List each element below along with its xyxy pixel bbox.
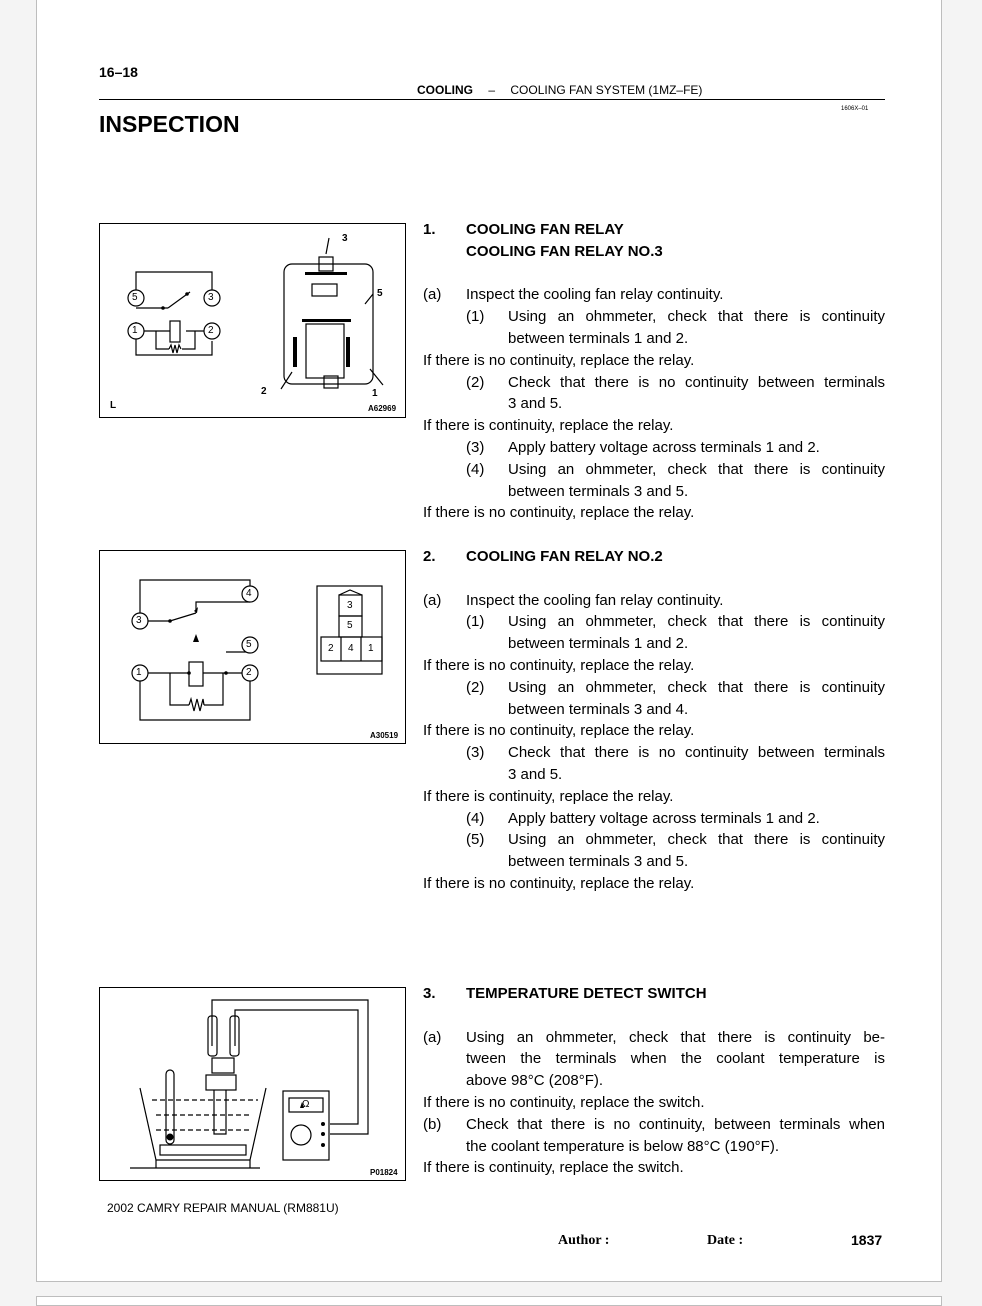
connector-pin-4: 4 — [348, 643, 354, 654]
item-text: Using an ohmmeter, check that there is continuity — [508, 460, 885, 478]
relay-no3-diagram — [100, 224, 407, 419]
pin-5-label: 5 — [377, 288, 383, 299]
item-text: between terminals 1 and 2. — [508, 329, 689, 347]
item-number: (2) — [466, 373, 485, 391]
pin-3-label: 3 — [342, 233, 348, 244]
section-heading: COOLING FAN RELAY — [466, 221, 624, 238]
step-text: Using an ohmmeter, check that there is continuity be- — [466, 1028, 885, 1046]
header-section: COOLING — [417, 83, 473, 97]
item-text: between terminals 3 and 5. — [508, 853, 689, 871]
step-text: tween the terminals when the coolant temperature is — [466, 1050, 885, 1068]
terminal-2-label: 2 — [208, 325, 214, 336]
step-label: (a) — [423, 591, 442, 609]
item-number: (2) — [466, 678, 485, 696]
item-text: Using an ohmmeter, check that there is continuity — [508, 831, 885, 849]
relay-no2-figure — [99, 550, 406, 744]
step-text: Check that there is no continuity, between terminals when — [466, 1115, 885, 1133]
item-text: Using an ohmmeter, check that there is continuity — [508, 613, 885, 631]
item-text: between terminals 3 and 5. — [508, 482, 689, 500]
item-result: If there is no continuity, replace the relay. — [423, 874, 695, 892]
item-text: 3 and 5. — [508, 765, 563, 783]
pin-2-label: 2 — [261, 386, 267, 397]
item-text: Apply battery voltage across terminals 1 and 2. — [508, 809, 820, 827]
item-result: If there is no continuity, replace the relay. — [423, 722, 695, 740]
next-page-edge — [36, 1296, 942, 1306]
relay-no2-diagram — [100, 551, 407, 745]
figure-corner-mark: L — [110, 400, 117, 411]
section-heading: COOLING FAN RELAY NO.2 — [466, 548, 663, 565]
temperature-switch-figure — [99, 987, 406, 1181]
item-number: (4) — [466, 809, 485, 827]
ohm-symbol: Ω — [302, 1099, 310, 1110]
item-number: (1) — [466, 308, 485, 326]
terminal-1-label: 1 — [136, 667, 142, 678]
page-title: INSPECTION — [99, 111, 240, 137]
connector-pin-1: 1 — [368, 643, 374, 654]
section-heading: TEMPERATURE DETECT SWITCH — [466, 985, 707, 1002]
item-result: If there is no continuity, replace the relay. — [423, 351, 695, 369]
step-text: Inspect the cooling fan relay continuity. — [466, 286, 724, 304]
date-label: Date : — [707, 1233, 744, 1248]
step-text: the coolant temperature is below 88°C (190°F). — [466, 1137, 779, 1155]
header-rule — [99, 99, 885, 100]
step-result: If there is no continuity, replace the switch. — [423, 1093, 705, 1111]
item-text: between terminals 1 and 2. — [508, 635, 689, 653]
item-text: between terminals 3 and 4. — [508, 700, 689, 718]
item-text: Check that there is no continuity between terminals — [508, 373, 885, 391]
terminal-2-label: 2 — [246, 667, 252, 678]
item-result: If there is continuity, replace the relay. — [423, 787, 674, 805]
temperature-switch-diagram — [100, 988, 407, 1182]
pin-1-label: 1 — [372, 388, 378, 399]
step-label: (a) — [423, 286, 442, 304]
section-number: 3. — [423, 985, 436, 1002]
header-subsection: COOLING FAN SYSTEM (1MZ–FE) — [510, 83, 703, 97]
footer-page-number: 1837 — [851, 1232, 883, 1248]
manual-footer: 2002 CAMRY REPAIR MANUAL (RM881U) — [107, 1201, 339, 1215]
step-text: above 98°C (208°F). — [466, 1072, 604, 1090]
header-separator: – — [488, 83, 496, 97]
step-label: (a) — [423, 1028, 442, 1046]
doc-code: 1606X–01 — [841, 106, 869, 112]
item-text: Using an ohmmeter, check that there is continuity — [508, 678, 885, 696]
item-number: (3) — [466, 438, 485, 456]
item-number: (5) — [466, 831, 485, 849]
section-number: 1. — [423, 221, 436, 238]
figure-id: A30519 — [370, 731, 399, 740]
connector-pin-2: 2 — [328, 643, 334, 654]
step-label: (b) — [423, 1115, 442, 1133]
section-subheading: COOLING FAN RELAY NO.3 — [466, 242, 663, 260]
section-1 — [423, 219, 885, 524]
running-header — [417, 83, 702, 97]
terminal-3-label: 3 — [208, 292, 214, 303]
item-result: If there is no continuity, replace the relay. — [423, 504, 695, 522]
terminal-1-label: 1 — [132, 325, 138, 336]
item-number: (4) — [466, 460, 485, 478]
step-text: Inspect the cooling fan relay continuity. — [466, 591, 724, 609]
manual-page — [36, 0, 942, 1282]
item-result: If there is no continuity, replace the relay. — [423, 656, 695, 674]
section-3 — [423, 983, 885, 1179]
terminal-5-label: 5 — [246, 639, 252, 650]
section-number: 2. — [423, 548, 436, 565]
figure-id: P01824 — [370, 1168, 398, 1177]
step-result: If there is continuity, replace the switch. — [423, 1159, 684, 1177]
connector-pin-3: 3 — [347, 600, 353, 611]
page-number: 16–18 — [99, 64, 138, 80]
connector-pin-5: 5 — [347, 620, 353, 631]
terminal-4-label: 4 — [246, 588, 252, 599]
item-result: If there is continuity, replace the relay. — [423, 417, 674, 435]
item-text: 3 and 5. — [508, 395, 563, 413]
item-number: (3) — [466, 744, 485, 762]
figure-id: A62969 — [368, 404, 397, 413]
relay-no3-figure — [99, 223, 406, 418]
item-text: Apply battery voltage across terminals 1 and 2. — [508, 438, 820, 456]
terminal-3-label: 3 — [136, 615, 142, 626]
terminal-5-label: 5 — [132, 292, 138, 303]
item-number: (1) — [466, 613, 485, 631]
item-text: Check that there is no continuity between terminals — [508, 744, 885, 762]
author-label: Author : — [558, 1233, 610, 1248]
section-2 — [423, 546, 885, 895]
item-text: Using an ohmmeter, check that there is continuity — [508, 308, 885, 326]
